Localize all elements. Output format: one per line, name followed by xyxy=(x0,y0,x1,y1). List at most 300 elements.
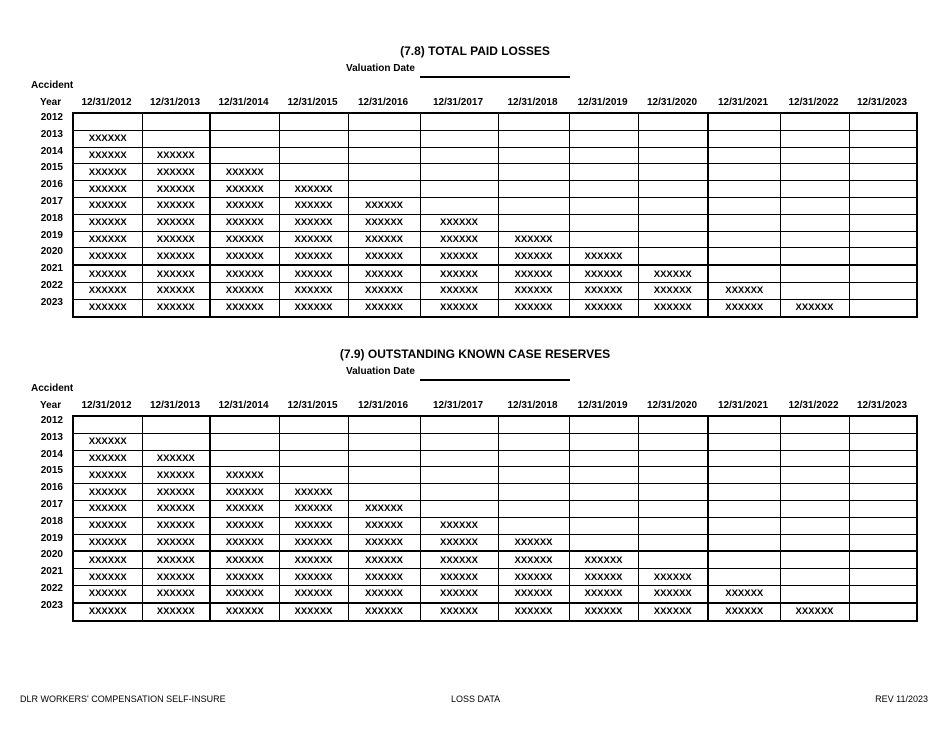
loss-value-cell: XXXXXX xyxy=(638,265,708,282)
table-row xyxy=(73,433,917,450)
loss-value-cell: XXXXXX xyxy=(708,603,780,621)
loss-entry-cell[interactable] xyxy=(708,147,780,164)
loss-entry-cell[interactable] xyxy=(569,147,638,164)
loss-entry-cell[interactable] xyxy=(849,569,917,586)
loss-value-cell: XXXXXX xyxy=(210,585,279,602)
loss-value-cell: XXXXXX xyxy=(73,433,142,450)
loss-entry-cell[interactable] xyxy=(849,484,917,501)
loss-entry-cell[interactable] xyxy=(498,164,569,181)
loss-entry-cell[interactable] xyxy=(708,130,780,147)
loss-entry-cell[interactable] xyxy=(849,197,917,214)
loss-entry-cell[interactable] xyxy=(708,164,780,181)
column-header: 12/31/2013 xyxy=(149,97,201,108)
loss-entry-cell[interactable] xyxy=(780,130,849,147)
loss-entry-cell[interactable] xyxy=(348,147,420,164)
table-row xyxy=(73,231,917,248)
loss-value-cell: XXXXXX xyxy=(498,585,569,602)
loss-entry-cell[interactable] xyxy=(780,181,849,198)
table-row xyxy=(73,585,917,602)
loss-entry-cell[interactable] xyxy=(569,231,638,248)
column-header: 12/31/2014 xyxy=(218,97,269,108)
loss-entry-cell[interactable] xyxy=(708,450,780,467)
row-year-label: 2014 xyxy=(40,145,63,157)
loss-entry-cell[interactable] xyxy=(708,433,780,450)
loss-value-cell: XXXXXX xyxy=(420,265,498,282)
loss-value-cell: XXXXXX xyxy=(569,248,638,265)
loss-value-cell: XXXXXX xyxy=(279,534,348,551)
loss-value-cell: XXXXXX xyxy=(210,484,279,501)
loss-entry-cell[interactable] xyxy=(210,147,279,164)
loss-entry-cell[interactable] xyxy=(420,181,498,198)
loss-entry-cell[interactable] xyxy=(348,113,420,130)
loss-value-cell: XXXXXX xyxy=(142,467,210,484)
loss-value-cell: XXXXXX xyxy=(498,265,569,282)
row-year-label: 2013 xyxy=(40,128,63,140)
loss-entry-cell[interactable] xyxy=(780,517,849,534)
loss-entry-cell[interactable] xyxy=(708,569,780,586)
loss-entry-cell[interactable] xyxy=(420,484,498,501)
loss-entry-cell[interactable] xyxy=(348,433,420,450)
loss-entry-cell[interactable] xyxy=(569,197,638,214)
loss-value-cell: XXXXXX xyxy=(142,282,210,299)
loss-entry-cell[interactable] xyxy=(638,500,708,517)
loss-entry-cell[interactable] xyxy=(420,450,498,467)
row-year-label: 2012 xyxy=(40,415,63,426)
loss-value-cell: XXXXXX xyxy=(279,484,348,501)
loss-entry-cell[interactable] xyxy=(780,214,849,231)
loss-entry-cell[interactable] xyxy=(849,534,917,551)
loss-value-cell: XXXXXX xyxy=(210,534,279,551)
column-header: 12/31/2023 xyxy=(856,97,908,108)
loss-entry-cell[interactable] xyxy=(849,416,917,433)
loss-entry-cell[interactable] xyxy=(279,164,348,181)
loss-entry-cell[interactable] xyxy=(638,197,708,214)
loss-entry-cell[interactable] xyxy=(849,113,917,130)
section-title: (7.8) TOTAL PAID LOSSES xyxy=(400,44,550,58)
loss-value-cell: XXXXXX xyxy=(279,517,348,534)
table-row xyxy=(73,450,917,467)
loss-entry-cell[interactable] xyxy=(638,484,708,501)
loss-entry-cell[interactable] xyxy=(569,214,638,231)
loss-value-cell: XXXXXX xyxy=(348,500,420,517)
loss-entry-cell[interactable] xyxy=(210,416,279,433)
loss-entry-cell[interactable] xyxy=(420,433,498,450)
footer-form-name: DLR WORKERS' COMPENSATION SELF-INSURE xyxy=(20,694,226,704)
loss-entry-cell[interactable] xyxy=(708,113,780,130)
loss-entry-cell[interactable] xyxy=(142,416,210,433)
loss-value-cell: XXXXXX xyxy=(73,214,142,231)
loss-value-cell: XXXXXX xyxy=(420,214,498,231)
row-year-label: 2017 xyxy=(40,499,63,510)
loss-value-cell: XXXXXX xyxy=(73,181,142,198)
loss-value-cell: XXXXXX xyxy=(348,534,420,551)
loss-value-cell: XXXXXX xyxy=(638,603,708,621)
loss-entry-cell[interactable] xyxy=(780,265,849,282)
loss-entry-cell[interactable] xyxy=(708,265,780,282)
loss-entry-cell[interactable] xyxy=(279,130,348,147)
loss-entry-cell[interactable] xyxy=(420,164,498,181)
loss-entry-cell[interactable] xyxy=(780,450,849,467)
column-header: 12/31/2018 xyxy=(507,97,558,108)
loss-value-cell: XXXXXX xyxy=(569,585,638,602)
loss-entry-cell[interactable] xyxy=(780,248,849,265)
loss-value-cell: XXXXXX xyxy=(73,147,142,164)
loss-entry-cell[interactable] xyxy=(708,500,780,517)
column-header: 12/31/2022 xyxy=(788,97,839,108)
loss-entry-cell[interactable] xyxy=(498,416,569,433)
loss-entry-cell[interactable] xyxy=(638,164,708,181)
loss-entry-cell[interactable] xyxy=(638,248,708,265)
loss-value-cell: XXXXXX xyxy=(348,197,420,214)
loss-entry-cell[interactable] xyxy=(780,433,849,450)
loss-entry-cell[interactable] xyxy=(73,113,142,130)
loss-section xyxy=(0,347,950,627)
loss-entry-cell[interactable] xyxy=(638,113,708,130)
row-year-label: 2023 xyxy=(40,296,63,308)
loss-entry-cell[interactable] xyxy=(279,416,348,433)
loss-entry-cell[interactable] xyxy=(780,416,849,433)
table-row xyxy=(73,265,917,282)
loss-entry-cell[interactable] xyxy=(638,231,708,248)
table-row xyxy=(73,534,917,551)
loss-value-cell: XXXXXX xyxy=(498,534,569,551)
loss-entry-cell[interactable] xyxy=(638,214,708,231)
loss-value-cell: XXXXXX xyxy=(348,299,420,316)
loss-entry-cell[interactable] xyxy=(498,467,569,484)
loss-value-cell: XXXXXX xyxy=(73,164,142,181)
loss-value-cell: XXXXXX xyxy=(498,551,569,568)
table-row xyxy=(73,551,917,568)
row-year-label: 2016 xyxy=(40,179,63,191)
footer-revision: REV 11/2023 xyxy=(875,694,928,704)
loss-entry-cell[interactable] xyxy=(279,147,348,164)
loss-entry-cell[interactable] xyxy=(638,467,708,484)
loss-entry-cell[interactable] xyxy=(210,113,279,130)
loss-entry-cell[interactable] xyxy=(780,113,849,130)
table-row xyxy=(73,416,917,433)
loss-value-cell: XXXXXX xyxy=(142,500,210,517)
table-row xyxy=(73,214,917,231)
loss-entry-cell[interactable] xyxy=(569,534,638,551)
row-year-label: 2019 xyxy=(40,532,63,544)
loss-entry-cell[interactable] xyxy=(569,500,638,517)
row-year-label: 2012 xyxy=(40,112,63,123)
loss-entry-cell[interactable] xyxy=(849,551,917,568)
loss-value-cell: XXXXXX xyxy=(73,299,142,316)
loss-value-cell: XXXXXX xyxy=(569,282,638,299)
loss-triangle-table xyxy=(72,112,918,318)
loss-value-cell: XXXXXX xyxy=(420,248,498,265)
loss-value-cell: XXXXXX xyxy=(420,534,498,551)
loss-value-cell: XXXXXX xyxy=(569,299,638,316)
loss-value-cell: XXXXXX xyxy=(142,603,210,621)
loss-value-cell: XXXXXX xyxy=(210,197,279,214)
loss-value-cell: XXXXXX xyxy=(420,603,498,621)
column-header: 12/31/2021 xyxy=(717,97,769,108)
loss-value-cell: XXXXXX xyxy=(210,551,279,568)
loss-value-cell: XXXXXX xyxy=(279,214,348,231)
loss-entry-cell[interactable] xyxy=(849,282,917,299)
loss-entry-cell[interactable] xyxy=(849,500,917,517)
loss-entry-cell[interactable] xyxy=(849,214,917,231)
loss-value-cell: XXXXXX xyxy=(348,248,420,265)
loss-entry-cell[interactable] xyxy=(498,197,569,214)
loss-entry-cell[interactable] xyxy=(420,500,498,517)
loss-entry-cell[interactable] xyxy=(708,197,780,214)
loss-value-cell: XXXXXX xyxy=(498,299,569,316)
loss-entry-cell[interactable] xyxy=(780,551,849,568)
loss-entry-cell[interactable] xyxy=(708,214,780,231)
loss-value-cell: XXXXXX xyxy=(348,282,420,299)
loss-entry-cell[interactable] xyxy=(498,130,569,147)
loss-entry-cell[interactable] xyxy=(708,517,780,534)
loss-value-cell: XXXXXX xyxy=(279,248,348,265)
loss-entry-cell[interactable] xyxy=(420,147,498,164)
loss-entry-cell[interactable] xyxy=(849,265,917,282)
loss-entry-cell[interactable] xyxy=(849,248,917,265)
loss-value-cell: XXXXXX xyxy=(142,534,210,551)
loss-entry-cell[interactable] xyxy=(849,517,917,534)
row-year-label: 2022 xyxy=(40,583,63,594)
loss-entry-cell[interactable] xyxy=(279,113,348,130)
loss-entry-cell[interactable] xyxy=(569,130,638,147)
loss-value-cell: XXXXXX xyxy=(142,551,210,568)
loss-entry-cell[interactable] xyxy=(638,551,708,568)
loss-value-cell: XXXXXX xyxy=(279,585,348,602)
loss-entry-cell[interactable] xyxy=(849,467,917,484)
column-header: 12/31/2016 xyxy=(357,400,409,411)
loss-entry-cell[interactable] xyxy=(780,585,849,602)
loss-entry-cell[interactable] xyxy=(279,467,348,484)
loss-value-cell: XXXXXX xyxy=(708,585,780,602)
loss-entry-cell[interactable] xyxy=(498,517,569,534)
loss-entry-cell[interactable] xyxy=(780,467,849,484)
column-header: 12/31/2020 xyxy=(646,400,698,411)
column-header: 12/31/2021 xyxy=(717,400,769,411)
column-header: 12/31/2013 xyxy=(149,400,201,411)
loss-entry-cell[interactable] xyxy=(569,467,638,484)
loss-entry-cell[interactable] xyxy=(708,248,780,265)
table-row xyxy=(73,484,917,501)
loss-entry-cell[interactable] xyxy=(348,450,420,467)
loss-value-cell: XXXXXX xyxy=(638,585,708,602)
loss-entry-cell[interactable] xyxy=(569,113,638,130)
loss-value-cell: XXXXXX xyxy=(498,248,569,265)
valuation-date-field[interactable] xyxy=(420,379,570,381)
loss-value-cell: XXXXXX xyxy=(73,585,142,602)
loss-entry-cell[interactable] xyxy=(849,231,917,248)
loss-entry-cell[interactable] xyxy=(498,433,569,450)
loss-entry-cell[interactable] xyxy=(638,147,708,164)
loss-value-cell: XXXXXX xyxy=(279,265,348,282)
loss-entry-cell[interactable] xyxy=(569,416,638,433)
loss-value-cell: XXXXXX xyxy=(210,299,279,316)
loss-entry-cell[interactable] xyxy=(569,450,638,467)
loss-entry-cell[interactable] xyxy=(638,450,708,467)
loss-entry-cell[interactable] xyxy=(348,416,420,433)
loss-entry-cell[interactable] xyxy=(420,416,498,433)
loss-entry-cell[interactable] xyxy=(849,147,917,164)
loss-triangle-table xyxy=(72,415,918,622)
loss-value-cell: XXXXXX xyxy=(348,265,420,282)
loss-value-cell: XXXXXX xyxy=(73,248,142,265)
loss-entry-cell[interactable] xyxy=(420,130,498,147)
loss-entry-cell[interactable] xyxy=(279,450,348,467)
loss-value-cell: XXXXXX xyxy=(142,231,210,248)
loss-entry-cell[interactable] xyxy=(569,433,638,450)
column-header: 12/31/2017 xyxy=(432,97,484,108)
column-header: 12/31/2012 xyxy=(81,400,132,411)
loss-entry-cell[interactable] xyxy=(638,130,708,147)
loss-entry-cell[interactable] xyxy=(780,197,849,214)
loss-value-cell: XXXXXX xyxy=(142,517,210,534)
loss-entry-cell[interactable] xyxy=(780,484,849,501)
loss-value-cell: XXXXXX xyxy=(348,551,420,568)
loss-value-cell: XXXXXX xyxy=(348,517,420,534)
loss-value-cell: XXXXXX xyxy=(569,265,638,282)
loss-value-cell: XXXXXX xyxy=(210,181,279,198)
loss-value-cell: XXXXXX xyxy=(638,299,708,316)
loss-entry-cell[interactable] xyxy=(780,164,849,181)
loss-value-cell: XXXXXX xyxy=(73,231,142,248)
loss-value-cell: XXXXXX xyxy=(210,164,279,181)
loss-entry-cell[interactable] xyxy=(569,517,638,534)
loss-entry-cell[interactable] xyxy=(849,585,917,602)
loss-entry-cell[interactable] xyxy=(708,231,780,248)
loss-entry-cell[interactable] xyxy=(279,433,348,450)
loss-value-cell: XXXXXX xyxy=(73,603,142,621)
loss-value-cell: XXXXXX xyxy=(420,551,498,568)
loss-entry-cell[interactable] xyxy=(849,603,917,621)
loss-entry-cell[interactable] xyxy=(849,450,917,467)
loss-value-cell: XXXXXX xyxy=(142,181,210,198)
loss-entry-cell[interactable] xyxy=(849,164,917,181)
loss-value-cell: XXXXXX xyxy=(498,231,569,248)
row-year-label: 2023 xyxy=(40,599,63,611)
table-row xyxy=(73,282,917,299)
loss-value-cell: XXXXXX xyxy=(210,517,279,534)
section-title: (7.9) OUTSTANDING KNOWN CASE RESERVES xyxy=(339,347,611,361)
row-year-label: 2015 xyxy=(40,162,63,174)
row-year-label: 2015 xyxy=(40,465,63,477)
loss-value-cell: XXXXXX xyxy=(73,282,142,299)
loss-entry-cell[interactable] xyxy=(569,181,638,198)
row-year-label: 2018 xyxy=(40,515,63,527)
loss-entry-cell[interactable] xyxy=(638,181,708,198)
loss-entry-cell[interactable] xyxy=(498,500,569,517)
loss-value-cell: XXXXXX xyxy=(142,214,210,231)
column-header: 12/31/2019 xyxy=(577,400,628,411)
loss-entry-cell[interactable] xyxy=(638,433,708,450)
loss-entry-cell[interactable] xyxy=(708,551,780,568)
loss-entry-cell[interactable] xyxy=(708,467,780,484)
loss-entry-cell[interactable] xyxy=(348,164,420,181)
loss-entry-cell[interactable] xyxy=(498,181,569,198)
accident-label: Accident xyxy=(31,383,74,394)
loss-value-cell: XXXXXX xyxy=(420,282,498,299)
loss-value-cell: XXXXXX xyxy=(279,551,348,568)
loss-entry-cell[interactable] xyxy=(142,433,210,450)
loss-entry-cell[interactable] xyxy=(638,517,708,534)
valuation-date-field[interactable] xyxy=(420,76,570,78)
column-header: 12/31/2019 xyxy=(577,97,628,108)
loss-entry-cell[interactable] xyxy=(638,416,708,433)
loss-entry-cell[interactable] xyxy=(498,214,569,231)
loss-entry-cell[interactable] xyxy=(849,181,917,198)
column-header: 12/31/2014 xyxy=(218,400,269,411)
loss-value-cell: XXXXXX xyxy=(569,569,638,586)
loss-entry-cell[interactable] xyxy=(420,467,498,484)
loss-value-cell: XXXXXX xyxy=(708,299,780,316)
loss-entry-cell[interactable] xyxy=(708,484,780,501)
row-year-label: 2017 xyxy=(40,196,63,207)
loss-value-cell: XXXXXX xyxy=(348,231,420,248)
loss-entry-cell[interactable] xyxy=(569,484,638,501)
loss-entry-cell[interactable] xyxy=(498,147,569,164)
loss-entry-cell[interactable] xyxy=(780,534,849,551)
loss-entry-cell[interactable] xyxy=(849,299,917,316)
loss-value-cell: XXXXXX xyxy=(210,467,279,484)
loss-entry-cell[interactable] xyxy=(638,534,708,551)
loss-entry-cell[interactable] xyxy=(498,450,569,467)
loss-value-cell: XXXXXX xyxy=(780,603,849,621)
loss-entry-cell[interactable] xyxy=(348,467,420,484)
loss-entry-cell[interactable] xyxy=(498,484,569,501)
loss-entry-cell[interactable] xyxy=(708,416,780,433)
loss-value-cell: XXXXXX xyxy=(498,603,569,621)
table-row xyxy=(73,248,917,265)
loss-entry-cell[interactable] xyxy=(780,282,849,299)
row-year-label: 2016 xyxy=(40,482,63,494)
table-row xyxy=(73,197,917,214)
loss-entry-cell[interactable] xyxy=(210,433,279,450)
loss-entry-cell[interactable] xyxy=(348,130,420,147)
loss-entry-cell[interactable] xyxy=(142,113,210,130)
loss-value-cell: XXXXXX xyxy=(780,299,849,316)
loss-value-cell: XXXXXX xyxy=(279,197,348,214)
loss-value-cell: XXXXXX xyxy=(142,299,210,316)
loss-entry-cell[interactable] xyxy=(849,130,917,147)
loss-entry-cell[interactable] xyxy=(348,181,420,198)
year-label: Year xyxy=(40,400,62,411)
loss-entry-cell[interactable] xyxy=(142,130,210,147)
year-label: Year xyxy=(40,97,62,108)
loss-value-cell: XXXXXX xyxy=(73,500,142,517)
loss-entry-cell[interactable] xyxy=(780,500,849,517)
loss-entry-cell[interactable] xyxy=(420,113,498,130)
loss-value-cell: XXXXXX xyxy=(73,467,142,484)
loss-entry-cell[interactable] xyxy=(780,147,849,164)
loss-entry-cell[interactable] xyxy=(210,130,279,147)
loss-value-cell: XXXXXX xyxy=(279,282,348,299)
loss-entry-cell[interactable] xyxy=(849,433,917,450)
loss-entry-cell[interactable] xyxy=(780,231,849,248)
column-header: 12/31/2016 xyxy=(357,97,409,108)
loss-entry-cell[interactable] xyxy=(780,569,849,586)
loss-entry-cell[interactable] xyxy=(498,113,569,130)
loss-entry-cell[interactable] xyxy=(569,164,638,181)
loss-entry-cell[interactable] xyxy=(348,484,420,501)
loss-entry-cell[interactable] xyxy=(210,450,279,467)
loss-entry-cell[interactable] xyxy=(73,416,142,433)
loss-entry-cell[interactable] xyxy=(708,181,780,198)
loss-value-cell: XXXXXX xyxy=(210,500,279,517)
loss-entry-cell[interactable] xyxy=(420,197,498,214)
table-row xyxy=(73,603,917,621)
loss-entry-cell[interactable] xyxy=(708,534,780,551)
loss-value-cell: XXXXXX xyxy=(498,282,569,299)
loss-value-cell: XXXXXX xyxy=(279,231,348,248)
